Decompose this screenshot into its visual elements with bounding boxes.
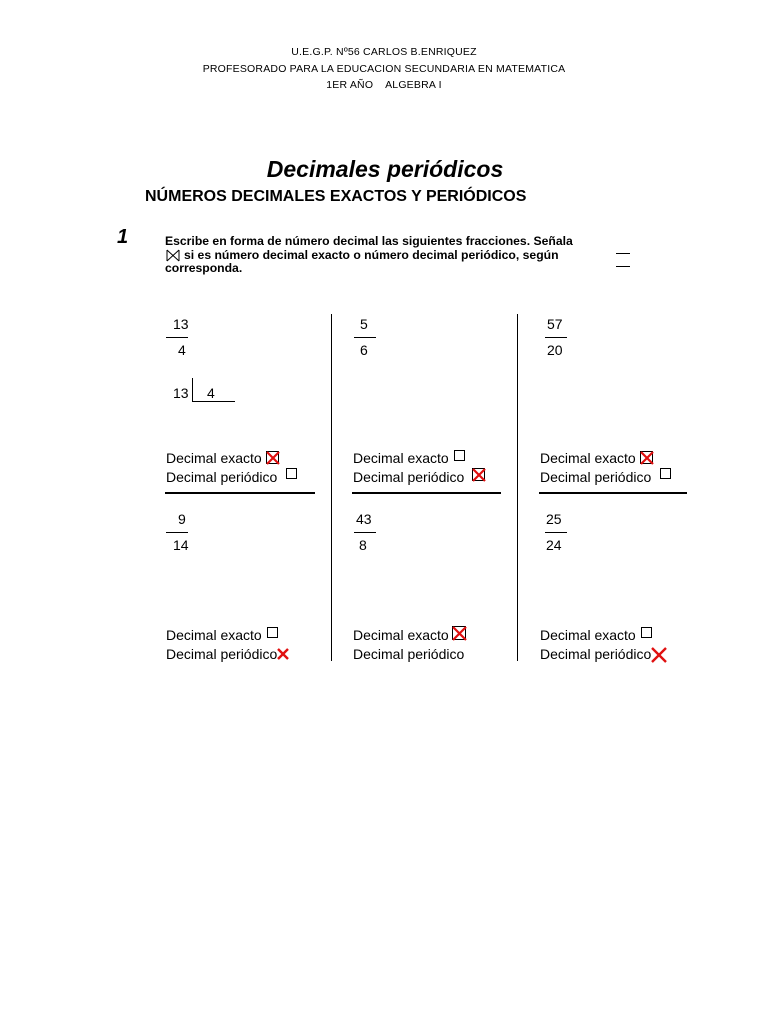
fraction-denominator: 14 [173, 537, 189, 553]
option-decimal-exacto: Decimal exacto [540, 627, 636, 643]
fraction-bar [166, 337, 188, 338]
decorative-dash [616, 253, 630, 254]
fraction-bar [354, 337, 376, 338]
page-title: Decimales periódicos [266, 156, 504, 182]
fraction-denominator: 20 [547, 342, 563, 358]
fraction-bar [545, 337, 567, 338]
option-decimal-periodico: Decimal periódico [353, 646, 465, 662]
course-name: PROFESORADO PARA LA EDUCACION SECUNDARIA EN MATEMATICA [202, 63, 566, 75]
divisor: 4 [207, 385, 215, 401]
division-bracket-vertical [192, 378, 193, 402]
fraction-numerator: 43 [356, 511, 372, 527]
year-subject: 1ER AÑO ALGEBRA I [326, 79, 442, 91]
school-name: U.E.G.P. Nº56 CARLOS B.ENRIQUEZ [291, 46, 477, 58]
instruction-line-2: si es número decimal exacto o número decimal periódico, según [184, 248, 559, 262]
row-divider [165, 492, 315, 494]
fraction-numerator: 57 [547, 316, 563, 332]
fraction-numerator: 9 [178, 511, 186, 527]
option-decimal-exacto: Decimal exacto [166, 450, 262, 466]
fraction-denominator: 8 [359, 537, 367, 553]
empty-checkbox-icon[interactable] [660, 468, 671, 479]
column-divider [517, 314, 518, 661]
decorative-dash [616, 266, 630, 267]
empty-checkbox-icon[interactable] [454, 450, 465, 461]
red-x-mark-icon[interactable] [651, 647, 668, 669]
option-decimal-exacto: Decimal exacto [353, 627, 449, 643]
empty-checkbox-icon[interactable] [641, 627, 652, 638]
row-divider [352, 492, 501, 494]
fraction-numerator: 5 [360, 316, 368, 332]
checked-x-box-icon[interactable] [452, 626, 467, 646]
exercise-number: 1 [117, 226, 129, 248]
option-decimal-exacto: Decimal exacto [540, 450, 636, 466]
division-bracket-horizontal [192, 401, 235, 402]
instruction-line-1: Escribe en forma de número decimal las siguientes fracciones. Señala [165, 234, 573, 248]
fraction-numerator: 13 [173, 316, 189, 332]
dividend: 13 [173, 385, 189, 401]
empty-checkbox-icon[interactable] [267, 627, 278, 638]
crossed-box-icon [166, 249, 178, 261]
option-decimal-periodico: Decimal periódico [166, 469, 278, 485]
row-divider [539, 492, 687, 494]
option-decimal-periodico: Decimal periódico [166, 646, 278, 662]
checked-x-box-icon[interactable] [472, 468, 486, 487]
section-subtitle: NÚMEROS DECIMALES EXACTOS Y PERIÓDICOS [145, 188, 527, 205]
fraction-denominator: 6 [360, 342, 368, 358]
option-decimal-exacto: Decimal exacto [353, 450, 449, 466]
fraction-bar [545, 532, 567, 533]
red-x-mark-icon[interactable] [277, 648, 290, 666]
instruction-line-3: corresponda. [165, 261, 243, 275]
column-divider [331, 314, 332, 661]
empty-checkbox-icon[interactable] [286, 468, 297, 479]
fraction-denominator: 4 [178, 342, 186, 358]
option-decimal-periodico: Decimal periódico [540, 646, 652, 662]
option-decimal-periodico: Decimal periódico [353, 469, 465, 485]
option-decimal-exacto: Decimal exacto [166, 627, 262, 643]
fraction-bar [166, 532, 188, 533]
fraction-denominator: 24 [546, 537, 562, 553]
fraction-numerator: 25 [546, 511, 562, 527]
fraction-bar [354, 532, 376, 533]
checked-x-box-icon[interactable] [266, 451, 280, 470]
option-decimal-periodico: Decimal periódico [540, 469, 652, 485]
checked-x-box-icon[interactable] [640, 451, 654, 470]
